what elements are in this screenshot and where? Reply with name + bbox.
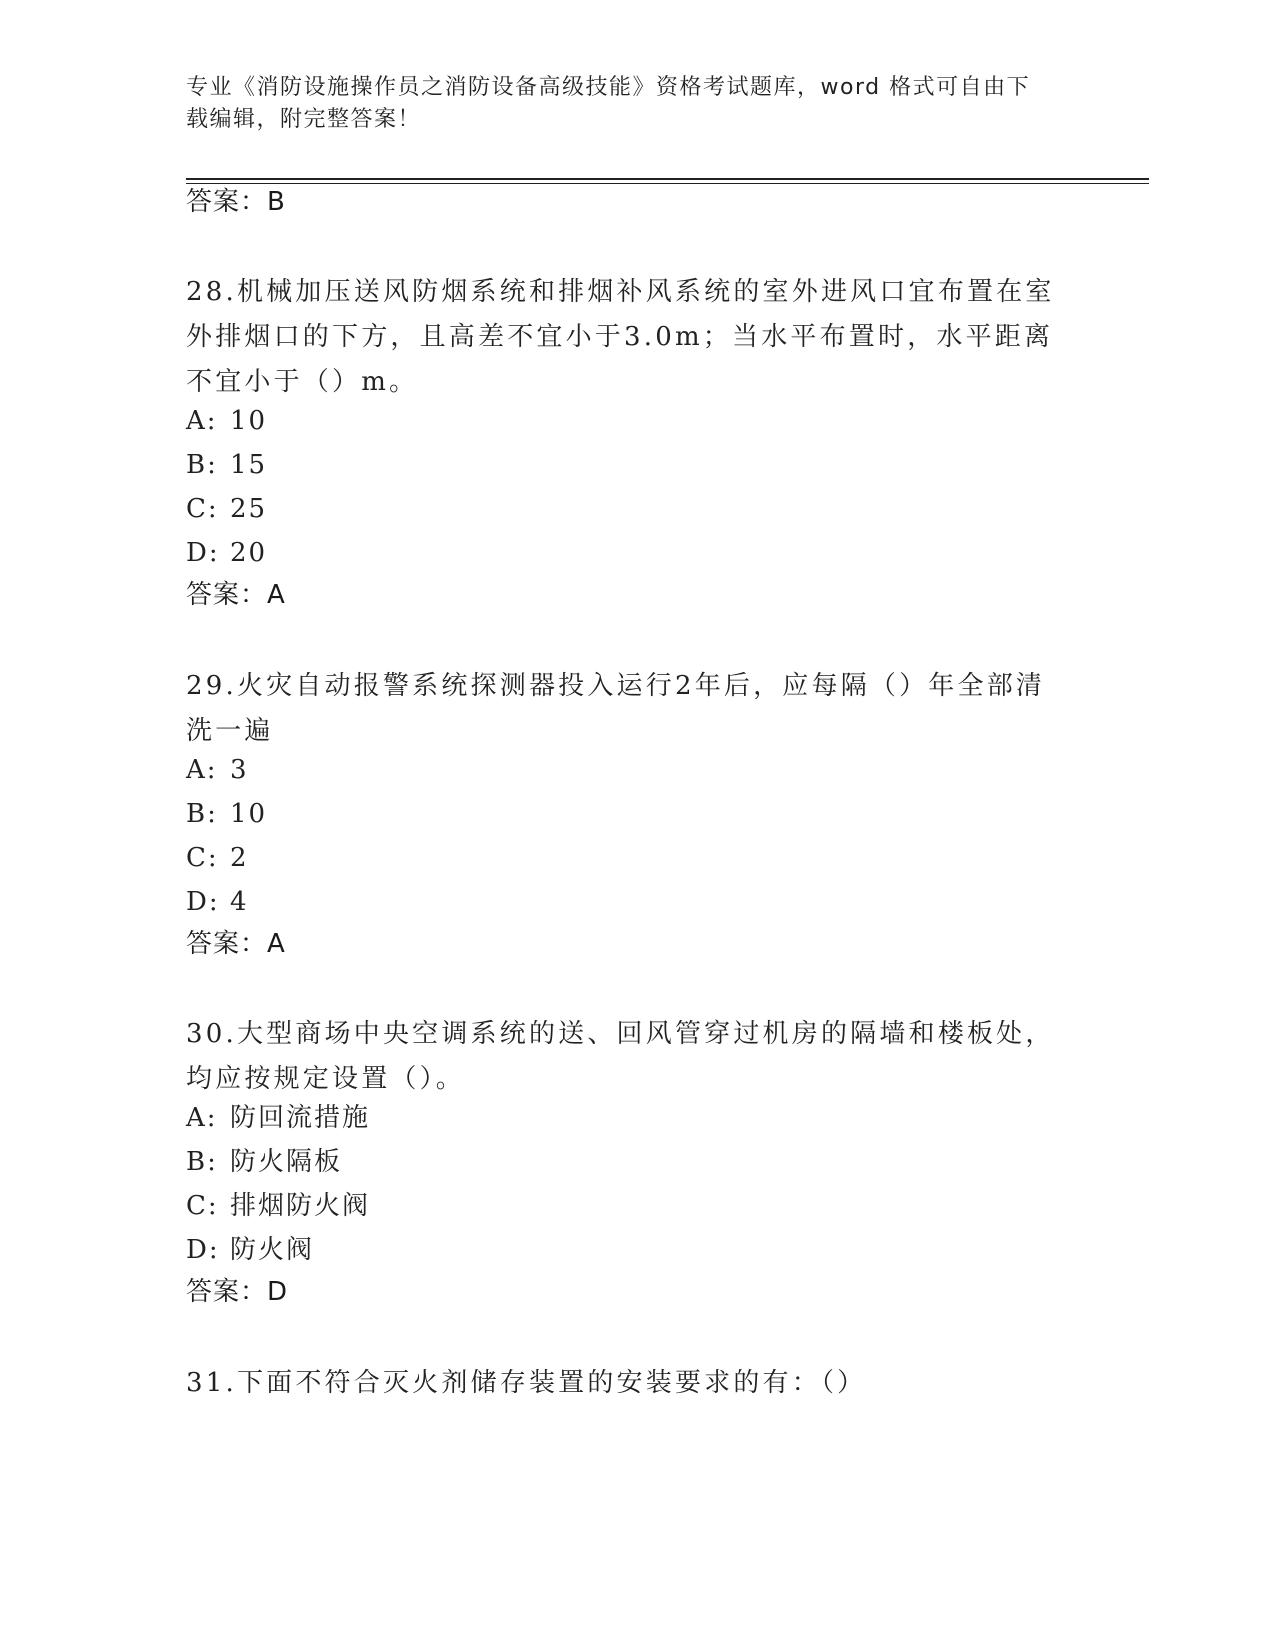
option-text: 10: [230, 799, 268, 829]
option-text: 2: [230, 843, 249, 873]
option-30-a: [186, 1101, 370, 1135]
option-28-a: [186, 404, 267, 438]
option-text: 防火阀: [230, 1235, 315, 1265]
option-text: 防火隔板: [230, 1147, 343, 1177]
header-rule-secondary: [186, 183, 1149, 184]
option-letter: A:: [186, 1103, 218, 1133]
answer-29: 答案：A: [186, 929, 286, 959]
document-header: [186, 72, 1066, 136]
option-letter: B:: [186, 450, 218, 480]
option-letter: D:: [186, 1235, 220, 1265]
option-letter: D:: [186, 538, 220, 568]
answer-30: 答案：D: [186, 1277, 289, 1307]
prev-answer: 答案：B: [186, 187, 286, 217]
question-29: 29.火灾自动报警系统探测器投入运行2年后，应每隔（）年全部清洗一遍: [186, 671, 1046, 746]
question-30: 30.大型商场中央空调系统的送、回风管穿过机房的隔墙和楼板处，均应按规定设置（）。: [186, 1019, 1055, 1094]
option-letter: A:: [186, 406, 218, 436]
option-28-d: [186, 536, 267, 570]
option-text: 15: [230, 450, 268, 480]
header-line-1: 专业《消防设施操作员之消防设备高级技能》资格考试题库，word 格式可自由下: [186, 75, 1031, 100]
question-28: 28.机械加压送风防烟系统和排烟补风系统的室外进风口宜布置在室外排烟口的下方，且高差不宜小于3.0m；当水平布置时，水平距离不宜小于（）m。: [186, 277, 1055, 397]
option-29-d: [186, 885, 249, 919]
option-text: 排烟防火阀: [230, 1191, 371, 1221]
option-30-b: [186, 1145, 342, 1179]
option-letter: C:: [186, 494, 219, 524]
option-letter: C:: [186, 843, 219, 873]
option-text: 10: [230, 406, 268, 436]
question-31: 31.下面不符合灭火剂储存装置的安装要求的有：（）: [186, 1368, 867, 1398]
option-letter: D:: [186, 887, 220, 917]
option-28-c: [186, 492, 267, 526]
option-letter: B:: [186, 1147, 218, 1177]
option-letter: C:: [186, 1191, 219, 1221]
option-30-c: [186, 1189, 370, 1223]
option-text: 3: [230, 755, 249, 785]
option-text: 4: [230, 887, 249, 917]
option-letter: B:: [186, 799, 218, 829]
header-line-2: 载编辑，附完整答案！: [186, 107, 422, 132]
option-text: 25: [230, 494, 268, 524]
option-text: 20: [230, 538, 268, 568]
option-29-a: [186, 753, 249, 787]
option-text: 防回流措施: [230, 1103, 371, 1133]
option-letter: A:: [186, 755, 218, 785]
option-28-b: [186, 448, 267, 482]
option-30-d: [186, 1233, 314, 1267]
option-29-b: [186, 797, 267, 831]
answer-28: 答案：A: [186, 580, 286, 610]
option-29-c: [186, 841, 249, 875]
header-rule: [186, 178, 1149, 180]
